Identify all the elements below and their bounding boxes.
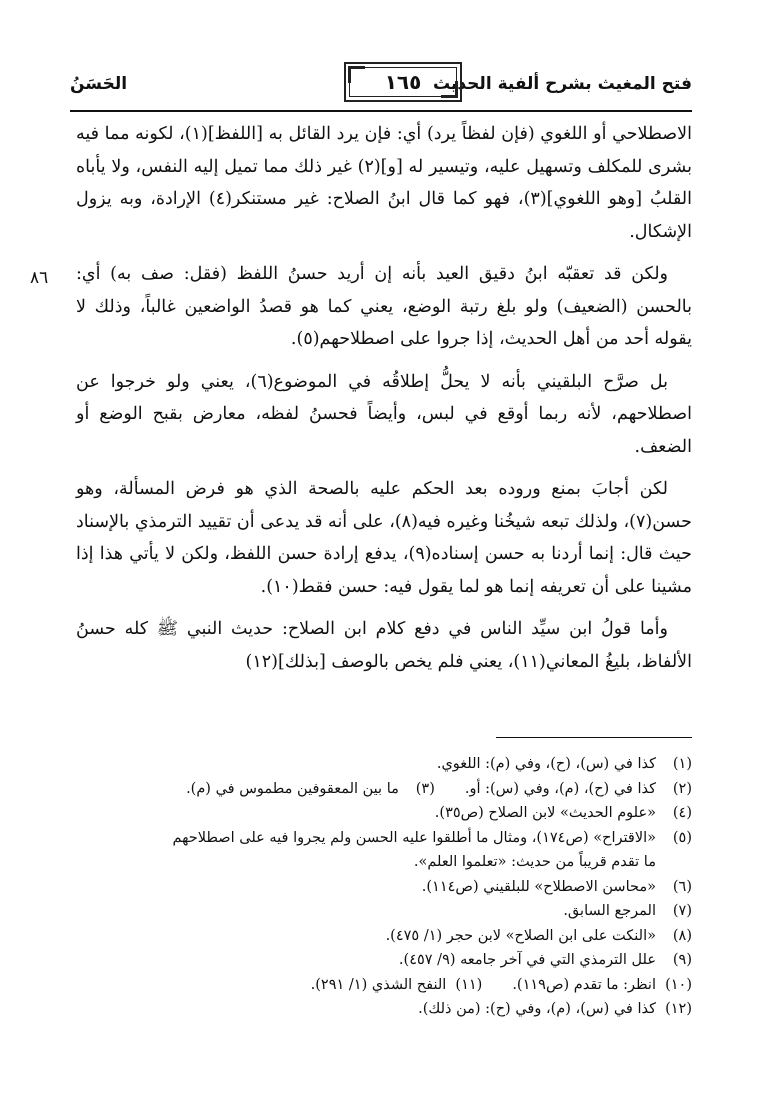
footnote: (١٠) انظر: ما تقدم (ص١١٩). [512,976,692,993]
ornament-icon [348,66,365,83]
footnote-pair [76,973,692,998]
page-number: ١٦٥ [384,70,422,94]
footnote: (٤) «علوم الحديث» لابن الصلاح (ص٣٥). [434,805,692,821]
page-header [70,62,692,108]
header-divider [70,110,692,112]
ornament-icon [441,81,458,98]
paragraph: ولكن قد تعقبّه ابنُ دقيق العيد بأنه إن أريد حسنُ اللفظ (فقل: صف به) أي: بالحسن (الضعيف) ولو بلغ رتبة الوضع، يعني كما هو قصدُ الواضعين غالباً، وذلك لا يقوله أحد من أهل الحديث، إذا جروا على اصطلاحهم(٥). [76,264,692,349]
paragraph: وأما قولُ ابن سيِّد الناس في دفع كلام ابن الصلاح: حديث النبي ﷺ كله حسنُ الألفاظ، بليغُ المعاني(١١)، يعني فلم يخص بالوصف [بذلك](١٢) [76,619,692,672]
footnote: (٣) ما بين المعقوفين مطموس في (م). [186,780,435,797]
paragraph: الاصطلاحي أو اللغوي (فإن لفظاً يرد) أي: فإن يرد القائل به [اللفظ](١)، لكونه مما فيه بشرى للمكلف وتسهيل عليه، وتيسير له [و](٢) غير ذلك مما تميل إليه النفس، ولا يأباه القلبُ [وهو اللغوي](٣)، فهو كما قال ابنُ الصلاح: غير مستنكر(٤) الإرادة، وبه يزول الإشكال. [76,124,693,242]
footnote: (١١) النفح الشذي (١/ ٢٩١). [310,976,483,993]
footnote: (٥) «الاقتراح» (ص١٧٤)، ومثال ما أطلقوا عليه الحسن ولم يجروا فيه على اصطلاحهم ما تقدم قريباً من حديث: «تعلموا العلم». [172,829,692,870]
footnote-pair [76,777,692,802]
paragraph: بل صرَّح البلقيني بأنه لا يحلُّ إطلاقُه في الموضوع(٦)، يعني ولو خرجوا عن اصطلاحهم، لأنه ربما أوقع في لبس، وأيضاً فحسنُ لفظه، معارض بقبح الوضع أو الضعف. [76,371,692,457]
book-title: فتح المغيث بشرح ألفية الحديث [432,74,692,94]
footnote-divider [496,737,692,738]
footnote: (٦) «محاسن الاصطلاح» للبلقيني (ص١١٤). [421,878,692,895]
section-title: الحَسَنُ [70,74,128,94]
page-number-frame [344,62,462,102]
footnote: (١٢) كذا في (س)، (م)، وفي (ح): (من ذلك). [418,1001,692,1017]
footnote: (٩) علل الترمذي التي في آخر جامعه (٩/ ٤٥٧). [398,952,692,968]
footnote: (١) كذا في (س)، (ح)، وفي (م): اللغوي. [436,756,692,772]
footnotes [76,752,692,1022]
footnote: (٧) المرجع السابق. [563,903,692,919]
footnote: (٨) «النكت على ابن الصلاح» لابن حجر (١/ ٤٧٥). [385,927,692,944]
margin-number: ٨٦ [30,268,49,288]
main-text [76,118,692,678]
footnote: (٢) كذا في (ح)، (م)، وفي (س): أو. [464,780,692,797]
paragraph: لكن أجابَ بمنع وروده بعد الحكم عليه بالصحة الذي هو فرض المسألة، وهو حسن(٧)، ولذلك تبعه شيخُنا وغيره فيه(٨)، على أنه قد يدعى أن تقييد الترمذي بالإسناد حيث قال: إنما أردنا به حسن إسناده(٩)، يدفع إرادة حسن اللفظ، ولكن لا يأتي هذا إذا مشينا على أن تعريفه إنما هو لما يقول فيه: حسن فقط(١٠). [76,479,693,597]
